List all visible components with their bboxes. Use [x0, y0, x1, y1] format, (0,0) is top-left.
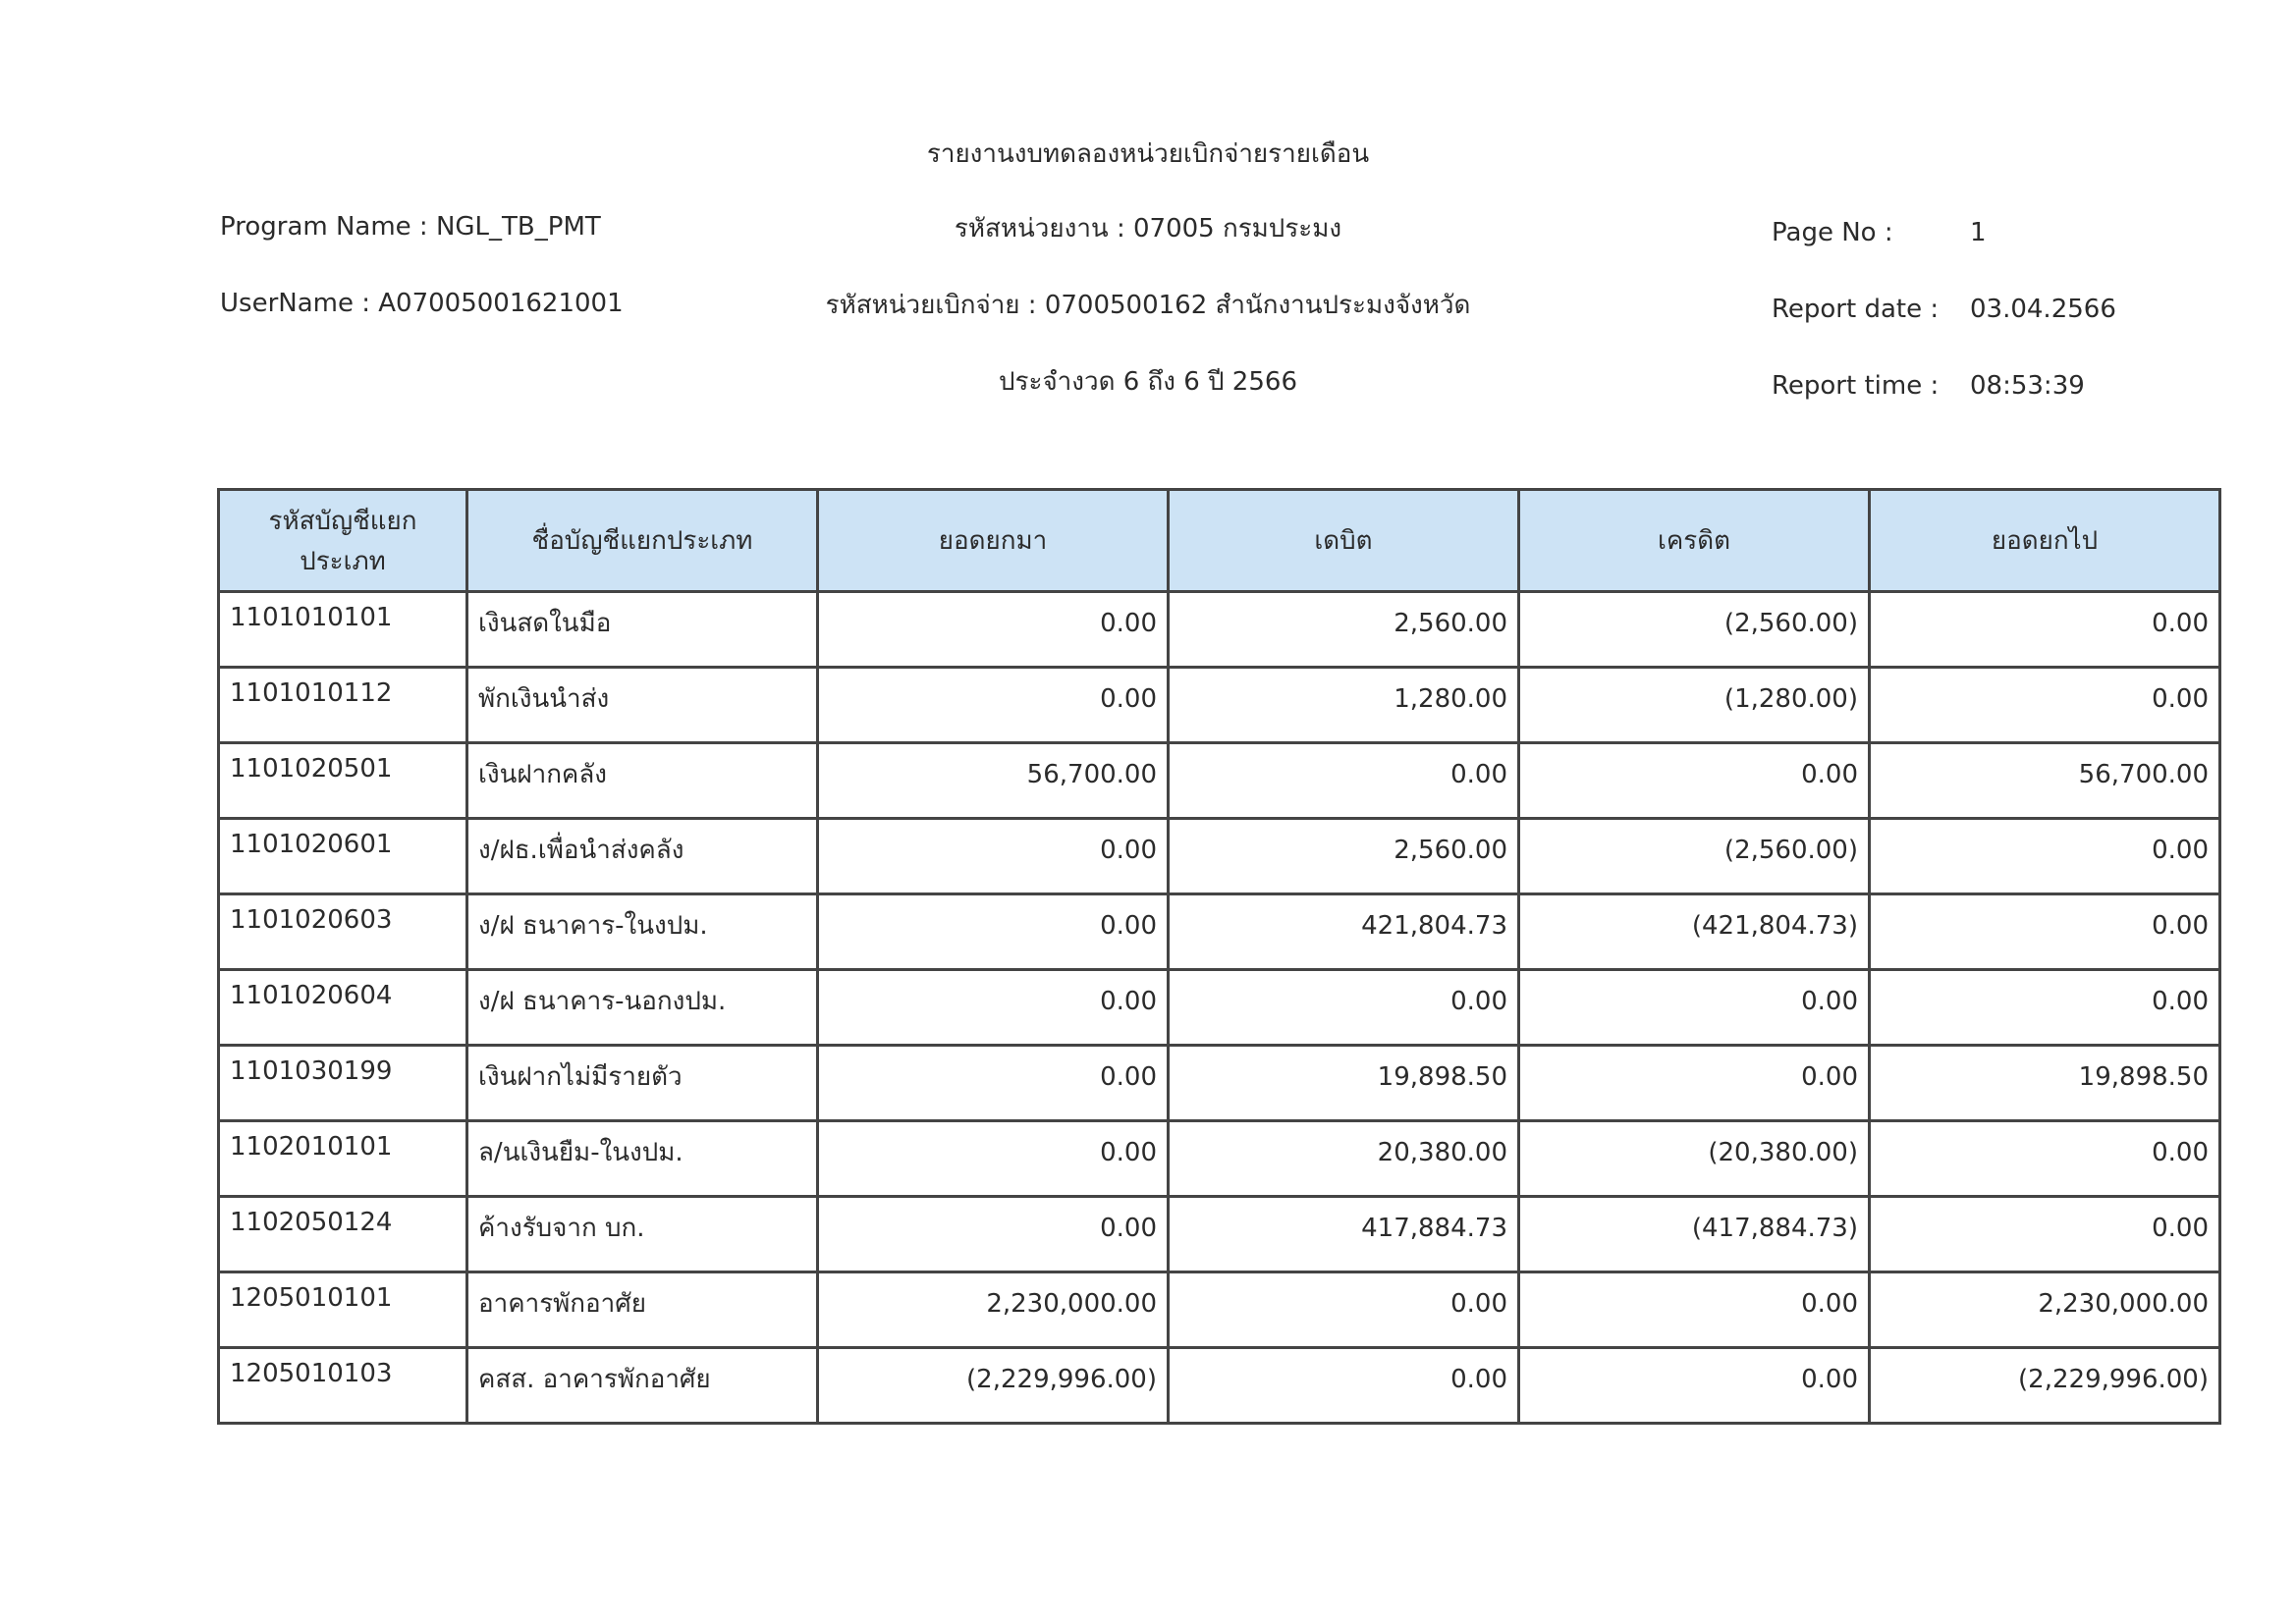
credit-cell: (2,560.00)	[1519, 592, 1870, 668]
account-code-cell: 1101020601	[219, 819, 467, 894]
table-row	[219, 819, 2220, 894]
table-row	[219, 1348, 2220, 1424]
opening-balance-cell: 0.00	[818, 1121, 1169, 1197]
opening-balance-cell: 56,700.00	[818, 743, 1169, 819]
opening-balance-cell: 0.00	[818, 1197, 1169, 1272]
debit-cell: 0.00	[1169, 970, 1519, 1046]
closing-balance-cell: 0.00	[1870, 970, 2220, 1046]
table-row	[219, 1197, 2220, 1272]
report-time-label: Report time :	[1772, 371, 1940, 401]
table-row	[219, 743, 2220, 819]
credit-cell: 0.00	[1519, 1046, 1870, 1121]
account-name-cell: ง/ฝ ธนาคาร-ในงปม.	[467, 894, 818, 970]
account-code-cell: 1102050124	[219, 1197, 467, 1272]
closing-balance-cell: 0.00	[1870, 819, 2220, 894]
agency-code: รหัสหน่วยงาน : 07005 กรมประมง	[954, 214, 1342, 243]
page-no-value: 1	[1970, 218, 1987, 247]
credit-cell: 0.00	[1519, 1348, 1870, 1424]
trial-balance-table	[217, 488, 2221, 1425]
table-row	[219, 894, 2220, 970]
credit-cell: (20,380.00)	[1519, 1121, 1870, 1197]
table-row	[219, 1272, 2220, 1348]
column-header-opening-balance: ยอดยกมา	[818, 490, 1169, 592]
account-name-cell: คสส. อาคารพักอาศัย	[467, 1348, 818, 1424]
column-header-closing-balance: ยอดยกไป	[1870, 490, 2220, 592]
debit-cell: 2,560.00	[1169, 819, 1519, 894]
account-code-cell: 1101010101	[219, 592, 467, 668]
opening-balance-cell: 2,230,000.00	[818, 1272, 1169, 1348]
closing-balance-cell: 0.00	[1870, 1121, 2220, 1197]
debit-cell: 421,804.73	[1169, 894, 1519, 970]
closing-balance-cell: 19,898.50	[1870, 1046, 2220, 1121]
report-period: ประจำงวด 6 ถึง 6 ปี 2566	[999, 367, 1297, 397]
account-code-cell: 1205010101	[219, 1272, 467, 1348]
report-title: รายงานงบทดลองหน่วยเบิกจ่ายรายเดือน	[926, 139, 1370, 169]
closing-balance-cell: 2,230,000.00	[1870, 1272, 2220, 1348]
debit-cell: 19,898.50	[1169, 1046, 1519, 1121]
opening-balance-cell: 0.00	[818, 592, 1169, 668]
account-code-cell: 1102010101	[219, 1121, 467, 1197]
credit-cell: 0.00	[1519, 743, 1870, 819]
column-header-debit: เดบิต	[1169, 490, 1519, 592]
debit-cell: 417,884.73	[1169, 1197, 1519, 1272]
opening-balance-cell: 0.00	[818, 894, 1169, 970]
account-code-cell: 1101030199	[219, 1046, 467, 1121]
closing-balance-cell: 0.00	[1870, 894, 2220, 970]
table-row	[219, 668, 2220, 743]
account-name-cell: ง/ฝ ธนาคาร-นอกงปม.	[467, 970, 818, 1046]
account-name-cell: ค้างรับจาก บก.	[467, 1197, 818, 1272]
account-name-cell: ล/นเงินยืม-ในงปม.	[467, 1121, 818, 1197]
account-name-cell: เงินฝากคลัง	[467, 743, 818, 819]
closing-balance-cell: 0.00	[1870, 668, 2220, 743]
report-time-value: 08:53:39	[1970, 371, 2085, 401]
credit-cell: (421,804.73)	[1519, 894, 1870, 970]
account-code-cell: 1101010112	[219, 668, 467, 743]
debit-cell: 0.00	[1169, 743, 1519, 819]
closing-balance-cell: (2,229,996.00)	[1870, 1348, 2220, 1424]
credit-cell: (2,560.00)	[1519, 819, 1870, 894]
closing-balance-cell: 0.00	[1870, 1197, 2220, 1272]
account-code-cell: 1101020501	[219, 743, 467, 819]
table-row	[219, 970, 2220, 1046]
column-header-account-name: ชื่อบัญชีแยกประเภท	[467, 490, 818, 592]
debit-cell: 2,560.00	[1169, 592, 1519, 668]
report-date-label: Report date :	[1772, 295, 1940, 324]
debit-cell: 0.00	[1169, 1272, 1519, 1348]
debit-cell: 1,280.00	[1169, 668, 1519, 743]
column-header-credit: เครดิต	[1519, 490, 1870, 592]
account-code-cell: 1205010103	[219, 1348, 467, 1424]
debit-cell: 20,380.00	[1169, 1121, 1519, 1197]
opening-balance-cell: 0.00	[818, 819, 1169, 894]
table-row	[219, 1121, 2220, 1197]
debit-cell: 0.00	[1169, 1348, 1519, 1424]
credit-cell: 0.00	[1519, 970, 1870, 1046]
report-date-value: 03.04.2566	[1970, 295, 2116, 324]
account-name-cell: เงินสดในมือ	[467, 592, 818, 668]
account-name-cell: เงินฝากไม่มีรายตัว	[467, 1046, 818, 1121]
table-row	[219, 1046, 2220, 1121]
closing-balance-cell: 0.00	[1870, 592, 2220, 668]
account-code-cell: 1101020604	[219, 970, 467, 1046]
credit-cell: (1,280.00)	[1519, 668, 1870, 743]
program-name: Program Name : NGL_TB_PMT	[220, 212, 601, 242]
opening-balance-cell: (2,229,996.00)	[818, 1348, 1169, 1424]
account-name-cell: พักเงินนำส่ง	[467, 668, 818, 743]
account-name-cell: อาคารพักอาศัย	[467, 1272, 818, 1348]
opening-balance-cell: 0.00	[818, 970, 1169, 1046]
account-code-cell: 1101020603	[219, 894, 467, 970]
account-name-cell: ง/ฝธ.เพื่อนำส่งคลัง	[467, 819, 818, 894]
page-no-label: Page No :	[1772, 218, 1893, 247]
column-header-account-code: รหัสบัญชีแยกประเภท	[219, 490, 467, 592]
disbursing-unit: รหัสหน่วยเบิกจ่าย : 0700500162 สำนักงานประมงจังหวัด	[825, 291, 1471, 320]
opening-balance-cell: 0.00	[818, 1046, 1169, 1121]
table-row	[219, 592, 2220, 668]
table-header-row	[219, 490, 2220, 592]
opening-balance-cell: 0.00	[818, 668, 1169, 743]
credit-cell: (417,884.73)	[1519, 1197, 1870, 1272]
user-name: UserName : A07005001621001	[220, 289, 624, 318]
closing-balance-cell: 56,700.00	[1870, 743, 2220, 819]
credit-cell: 0.00	[1519, 1272, 1870, 1348]
